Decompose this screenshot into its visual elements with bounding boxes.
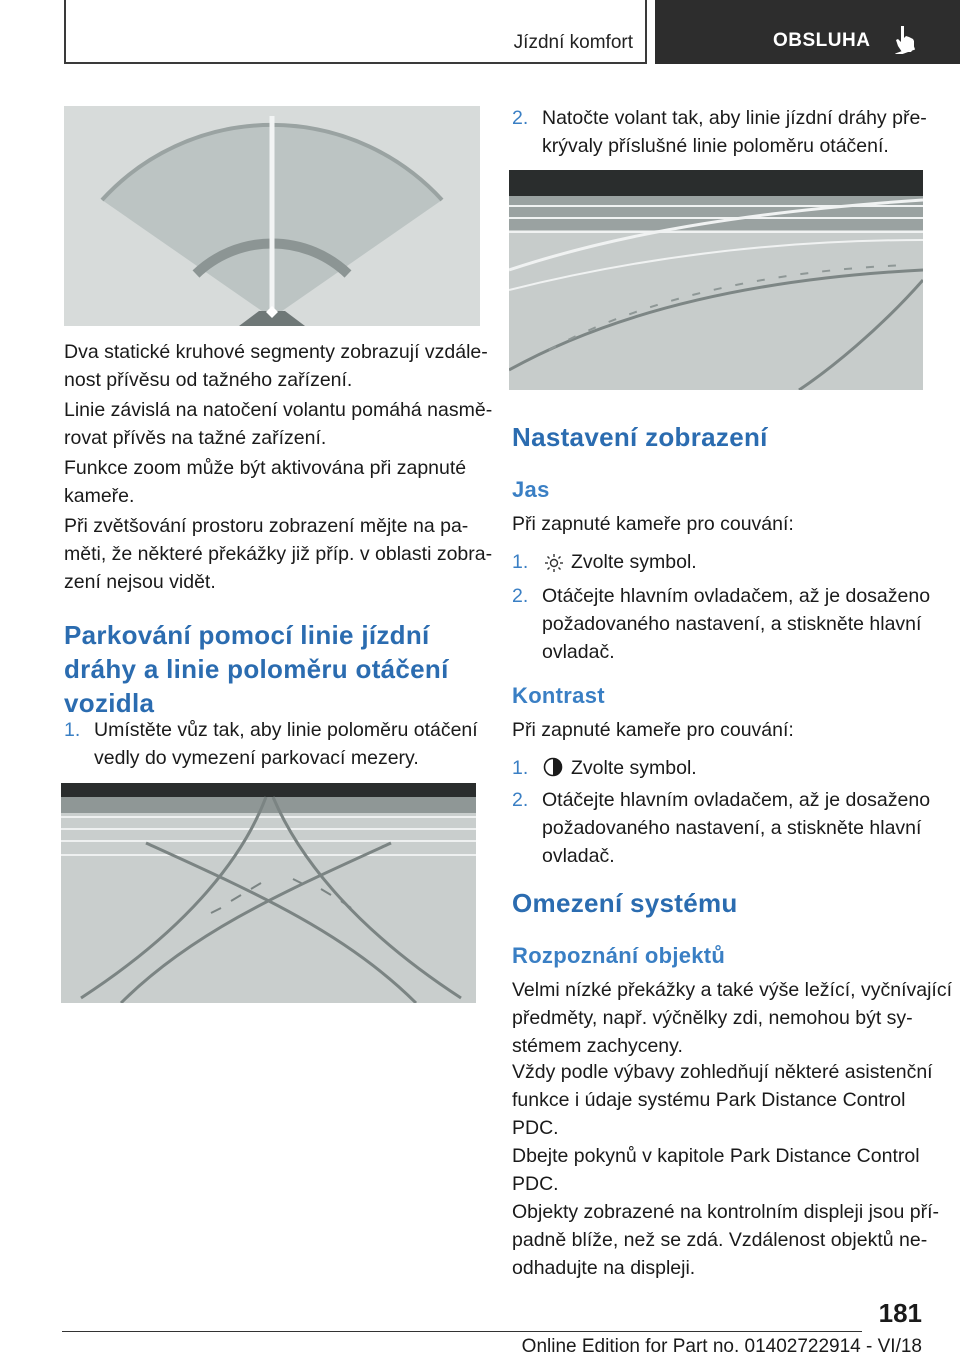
step-number: 1.	[64, 719, 81, 741]
sun-icon	[544, 553, 564, 573]
contrast-intro: Při zapnuté kameře pro couvání:	[512, 719, 794, 741]
text-line: požadovaného nastavení, a stiskněte hlavní	[542, 613, 922, 635]
text-line: Velmi nízké překážky a také výše ležící, vyčnívající	[512, 979, 952, 1001]
paragraph-steering-line	[64, 396, 492, 452]
figure-distance-segments	[64, 106, 480, 326]
heading-line: vozidla	[64, 688, 155, 718]
footer-divider	[62, 1331, 862, 1332]
text-line: odhadujte na displeji.	[512, 1257, 696, 1279]
header-section-tab	[64, 0, 647, 64]
step-2-text	[542, 104, 927, 160]
paragraph-pdc-data	[512, 1058, 933, 1142]
brightness-intro: Při zapnuté kameře pro couvání:	[512, 513, 794, 535]
paragraph-segments	[64, 338, 488, 394]
contrast-step-1: Zvolte symbol.	[571, 757, 697, 779]
heading-display-settings: Nastavení zobrazení	[512, 422, 768, 452]
text-line: nost přívěsu od tažného zařízení.	[64, 369, 353, 391]
half-circle-icon	[543, 757, 563, 777]
text-line: funkce i údaje systému Park Distance Control	[512, 1089, 906, 1111]
text-line: vedly do vymezení parkovací mezery.	[94, 747, 419, 769]
paragraph-pdc-reference	[512, 1142, 920, 1198]
heading-system-limits: Omezení systému	[512, 888, 738, 918]
step-number: 1.	[512, 757, 529, 779]
step-number: 2.	[512, 585, 529, 607]
paragraph-display-distance	[512, 1198, 939, 1282]
brightness-step-2	[542, 582, 930, 666]
paragraph-low-obstacles	[512, 976, 952, 1060]
header-section-label: Jízdní komfort	[513, 32, 633, 53]
text-line: Při zvětšování prostoru zobrazení mějte na pa-	[64, 515, 469, 537]
text-line: rovat přívěs na tažné zařízení.	[64, 427, 327, 449]
text-line: PDC.	[512, 1173, 559, 1195]
heading-parking	[64, 618, 449, 720]
contrast-step-2	[542, 786, 930, 870]
text-line: Linie závislá na natočení volantu pomáhá nasmě-	[64, 399, 493, 421]
heading-line: dráhy a linie poloměru otáčení	[64, 654, 449, 684]
text-line: PDC.	[512, 1117, 559, 1139]
subheading-brightness: Jas	[512, 477, 550, 502]
text-line: zení nejsou vidět.	[64, 571, 216, 593]
text-line: kameře.	[64, 485, 135, 507]
figure-parking-lines	[61, 783, 476, 1003]
text-line: požadovaného nastavení, a stiskněte hlavní	[542, 817, 922, 839]
text-line: krývaly příslušné linie poloměru otáčení.	[542, 135, 889, 157]
text-line: ovladač.	[542, 641, 615, 663]
text-line: ovladač.	[542, 845, 615, 867]
subheading-contrast: Kontrast	[512, 683, 605, 708]
text-line: Funkce zoom může být aktivována při zapnuté	[64, 457, 467, 479]
text-line: předměty, např. výčnělky zdi, nemohou být sy-	[512, 1007, 913, 1029]
text-line: Otáčejte hlavním ovladačem, až je dosaženo	[542, 585, 931, 607]
hand-pointer-icon	[893, 24, 919, 54]
heading-line: Parkování pomocí linie jízdní	[64, 620, 430, 650]
text-line: Vždy podle výbavy zohledňují některé asistenční	[512, 1061, 933, 1083]
brightness-step-1: Zvolte symbol.	[571, 551, 697, 573]
page-number: 181	[878, 1298, 922, 1328]
text-line: Natočte volant tak, aby linie jízdní dráhy pře-	[542, 107, 927, 129]
text-line: Dva statické kruhové segmenty zobrazují vzdále-	[64, 341, 488, 363]
figure-radius-lines	[509, 170, 923, 390]
text-line: Umístěte vůz tak, aby linie poloměru otáčení	[94, 719, 478, 741]
paragraph-zoom	[64, 454, 466, 510]
paragraph-zoom-warning	[64, 512, 492, 596]
text-line: stémem zachyceny.	[512, 1035, 683, 1057]
step-number: 1.	[512, 551, 529, 573]
header-chapter-label: OBSLUHA	[773, 30, 871, 51]
footer-edition: Online Edition for Part no. 01402722914 - VI/18	[521, 1336, 922, 1357]
step-number: 2.	[512, 789, 529, 811]
text-line: Dbejte pokynů v kapitole Park Distance Control	[512, 1145, 920, 1167]
text-line: padně blíže, než se zdá. Vzdálenost objektů ne-	[512, 1229, 928, 1251]
text-line: Otáčejte hlavním ovladačem, až je dosaženo	[542, 789, 931, 811]
header-chapter-tab	[655, 0, 960, 64]
text-line: měti, že některé překážky již příp. v oblasti zobra-	[64, 543, 493, 565]
step-number: 2.	[512, 107, 529, 129]
subheading-object-detection: Rozpoznání objektů	[512, 943, 726, 968]
text-line: Objekty zobrazené na kontrolním displeji jsou pří-	[512, 1201, 940, 1223]
step-1-text	[94, 716, 478, 772]
